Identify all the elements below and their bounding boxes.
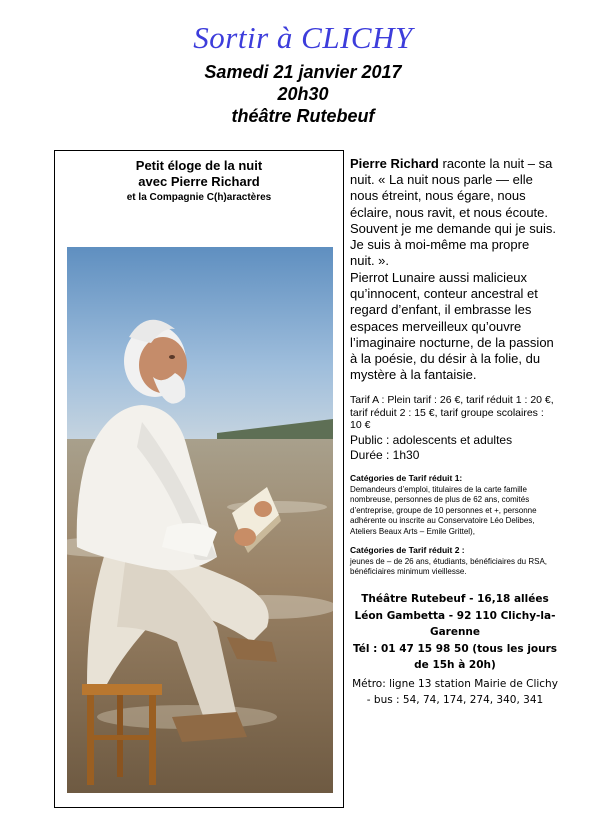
show-title-line2: avec Pierre Richard — [138, 174, 260, 189]
theatre-address: Théâtre Rutebeuf - 16,18 allées Léon Gambetta - 92 110 Clichy-la-Garenne — [354, 593, 556, 638]
event-title: Sortir à CLICHY — [193, 20, 413, 55]
event-time: 20h30 — [277, 84, 329, 104]
reduced-rate-2-text: jeunes de – de 26 ans, étudiants, bénéficiaires du RSA, bénéficiaires minimum vieillesse. — [350, 556, 548, 576]
pricing-text: Tarif A : Plein tarif : 26 €, tarif réduit 1 : 20 €, tarif réduit 2 : 15 €, tarif groupe scolaires : 10 € — [350, 394, 554, 432]
show-title — [55, 158, 343, 190]
description-intro-text: raconte la nuit – sa nuit. « La nuit nous parle — elle nous étreint, nous égare, nous éclaire, nous ravit, et nous écoute. Souvent je me demande qui je suis. Je suis à moi-même ma propre nuit. ». — [350, 156, 556, 269]
contact-block — [350, 591, 560, 709]
performer-photo — [67, 247, 333, 793]
company-name: et la Compagnie C(h)aractères — [126, 192, 272, 203]
theatre-phone: Tél : 01 47 15 98 50 (tous les jours de 15h à 20h) — [352, 642, 558, 671]
reduced-rate-1 — [350, 473, 556, 537]
show-title-line1: Petit éloge de la nuit — [135, 158, 263, 173]
pricing-block — [350, 394, 556, 463]
transport-info: Métro: ligne 13 station Mairie de Clichy - bus : 54, 74, 174, 274, 340, 341 — [352, 677, 558, 706]
performer-name: Pierre Richard — [350, 156, 439, 171]
description-intro — [350, 156, 556, 269]
audience: Public : adolescents et adultes — [350, 432, 513, 447]
event-venue: théâtre Rutebeuf — [231, 106, 375, 126]
duration: Durée : 1h30 — [350, 447, 420, 462]
reduced-rate-1-text: Demandeurs d’emploi, titulaires de la carte famille nombreuse, personnes de plus de 62 ans, comités d’entreprise, groupe de 10 personnes et +, personne adhérente ou inscrite au Conservatoire Léo Delibes, Ateliers Beaux Arts – Emile Grittel), — [350, 484, 537, 536]
reduced-rate-2-label: Catégories de Tarif réduit 2 : — [350, 545, 465, 555]
reduced-rate-2 — [350, 545, 556, 578]
description-para2: Pierrot Lunaire aussi malicieux qu’innocent, conteur ancestral et regard d’enfant, il embrasse les espaces merveilleux qu’ouvre l’imaginaire nocturne, de la passion à la poésie, du désir à la folie, du mystère à la fantaisie. — [350, 270, 554, 383]
show-card — [54, 150, 344, 808]
event-date: Samedi 21 janvier 2017 — [204, 62, 402, 82]
reduced-rate-1-label: Catégories de Tarif réduit 1: — [350, 473, 463, 483]
